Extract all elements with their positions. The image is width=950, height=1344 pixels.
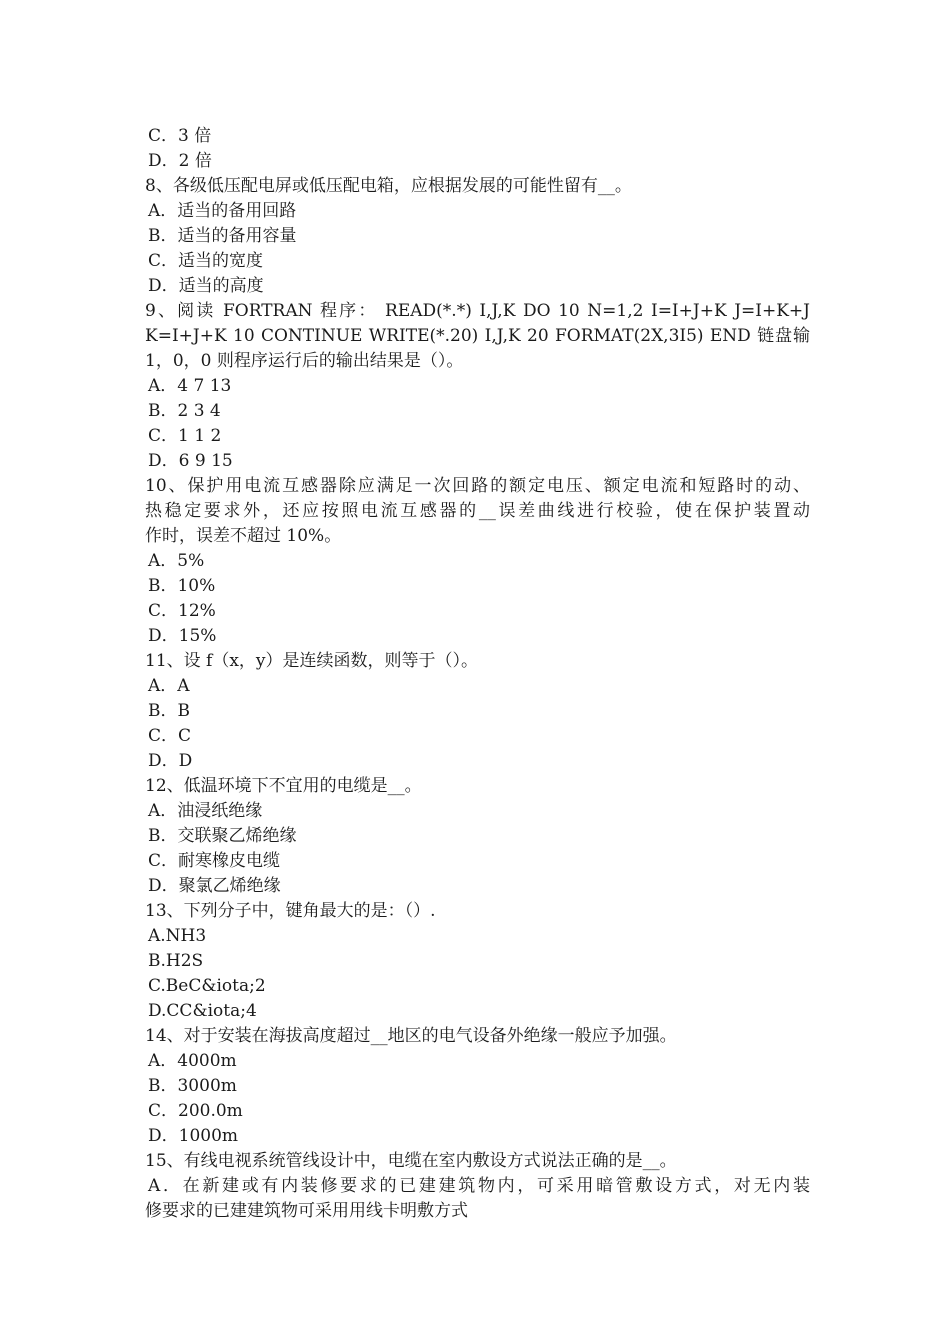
answer-option: D．D [148,751,193,771]
answer-option: B．适当的备用容量 [148,226,297,246]
question-text: 15、有线电视系统管线设计中，电缆在室内敷设方式说法正确的是__。 [145,1151,677,1171]
question-text: 修要求的已建建筑物可采用用线卡明敷方式 [145,1201,468,1221]
question-text: 12、低温环境下不宜用的电缆是__。 [145,776,422,796]
question-text: 13、下列分子中，键角最大的是：（）. [145,901,436,921]
question-text: 1，0，0 则程序运行后的输出结果是（）。 [145,351,464,371]
answer-option: A.NH3 [148,926,207,946]
answer-option: B．B [148,701,190,721]
question-text: 作时，误差不超过 10%。 [145,526,342,546]
answer-option: C．12% [148,601,216,621]
answer-option: A．在新建或有内装修要求的已建建筑物内，可采用暗管敷设方式，对无内装 [148,1176,810,1196]
question-text: K=I+J+K 10 CONTINUE WRITE(*.20) I,J,K 20 FORMAT(2X,3I5) END 链盘输 [145,326,810,346]
answer-option: C．C [148,726,192,746]
answer-option: A．4 7 13 [148,376,232,396]
answer-option: A．A [148,676,190,696]
answer-option: D．适当的高度 [148,276,264,296]
answer-option: A．5% [148,551,205,571]
answer-option: C.BeC&iota;2 [148,976,266,996]
answer-option: C．适当的宽度 [148,251,264,271]
answer-option: C．200.0m [148,1101,243,1121]
question-text: 14、对于安装在海拔高度超过__地区的电气设备外绝缘一般应予加强。 [145,1026,677,1046]
question-text: 热稳定要求外，还应按照电流互感器的__误差曲线进行校验，使在保护装置动 [145,501,810,521]
answer-option: C．3 倍 [148,126,212,146]
answer-option: B．3000m [148,1076,237,1096]
answer-option: C．耐寒橡皮电缆 [148,851,281,871]
answer-option: A．适当的备用回路 [148,201,297,221]
answer-option: A．油浸纸绝缘 [148,801,263,821]
question-text: 11、设 f（x，y）是连续函数，则等于（）。 [145,651,479,671]
question-list [145,124,810,1224]
question-text: 8、各级低压配电屏或低压配电箱，应根据发展的可能性留有__。 [145,176,632,196]
question-text: 10、保护用电流互感器除应满足一次回路的额定电压、额定电流和短路时的动、 [145,476,810,496]
answer-option: D．6 9 15 [148,451,233,471]
answer-option: B．2 3 4 [148,401,221,421]
answer-option: D．1000m [148,1126,239,1146]
answer-option: B．交联聚乙烯绝缘 [148,826,297,846]
answer-option: B.H2S [148,951,204,971]
answer-option: D.CC&iota;4 [148,1001,257,1021]
answer-option: D．15% [148,626,217,646]
answer-option: B．10% [148,576,216,596]
answer-option: D．聚氯乙烯绝缘 [148,876,281,896]
answer-option: D．2 倍 [148,151,212,171]
answer-option: C．1 1 2 [148,426,222,446]
question-text: 9、阅读 FORTRAN 程序： READ(*.*) I,J,K DO 10 N=1,2 I=I+J+K J=I+K+J [145,301,810,321]
answer-option: A．4000m [148,1051,237,1071]
